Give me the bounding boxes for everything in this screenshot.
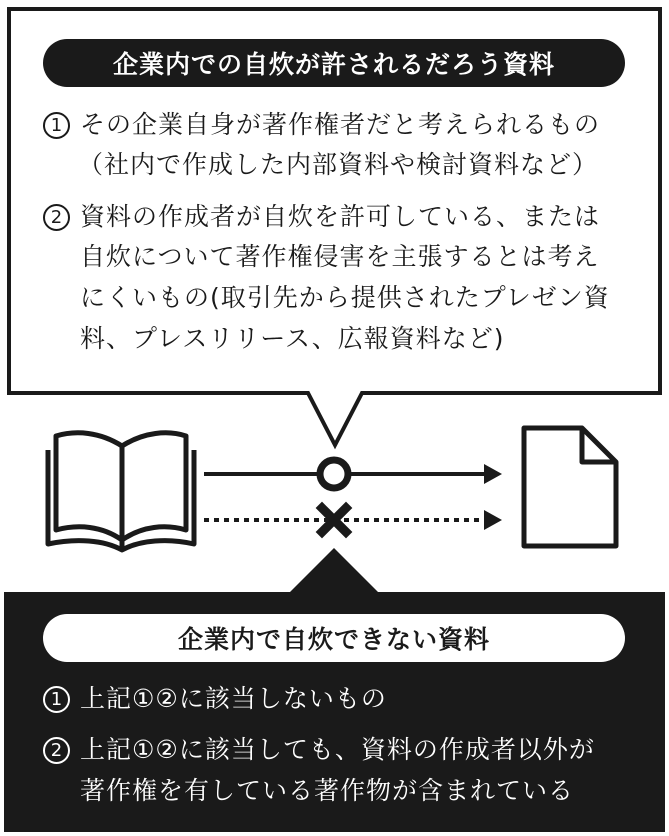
not-allowed-item-1-number: 1 <box>43 686 70 713</box>
not-allowed-title: 企業内で自炊できない資料 <box>177 625 490 654</box>
allowed-item-2-line-3: にくいもの(取引先から提供されたプレゼン資 <box>80 283 610 312</box>
allowed-item-1-line-1: その企業自身が著作権者だと考えられるもの <box>80 110 601 139</box>
allowed-item-1-number: 1 <box>43 112 70 139</box>
circle-mark-icon <box>320 460 348 488</box>
not-allowed-title-pill <box>43 614 625 662</box>
not-allowed-arrow <box>204 510 502 530</box>
allowed-title: 企業内での自炊が許されるだろう資料 <box>112 50 555 79</box>
allowed-arrow <box>204 464 502 484</box>
allowed-item-1-line-2: （社内で作成した内部資料や検討資料など） <box>78 150 599 179</box>
not-allowed-item-1-line-1: 上記①②に該当しないもの <box>80 684 387 713</box>
allowed-item-2-line-2: 自炊について著作権侵害を主張するとは考え <box>80 242 600 271</box>
document-icon <box>524 428 616 546</box>
allowed-item-2-number: 2 <box>43 204 70 231</box>
open-book-icon <box>48 433 194 550</box>
not-allowed-item-2-number: 2 <box>43 737 70 764</box>
not-allowed-item-2-line-1: 上記①②に該当しても、資料の作成者以外が <box>80 735 595 764</box>
allowed-item-2-line-1: 資料の作成者が自炊を許可している、または <box>80 202 601 231</box>
not-allowed-item-2-line-2: 著作権を有している著作物が含まれている <box>80 776 575 805</box>
allowed-item-2-line-4: 料、プレスリリース、広報資料など) <box>80 324 505 353</box>
